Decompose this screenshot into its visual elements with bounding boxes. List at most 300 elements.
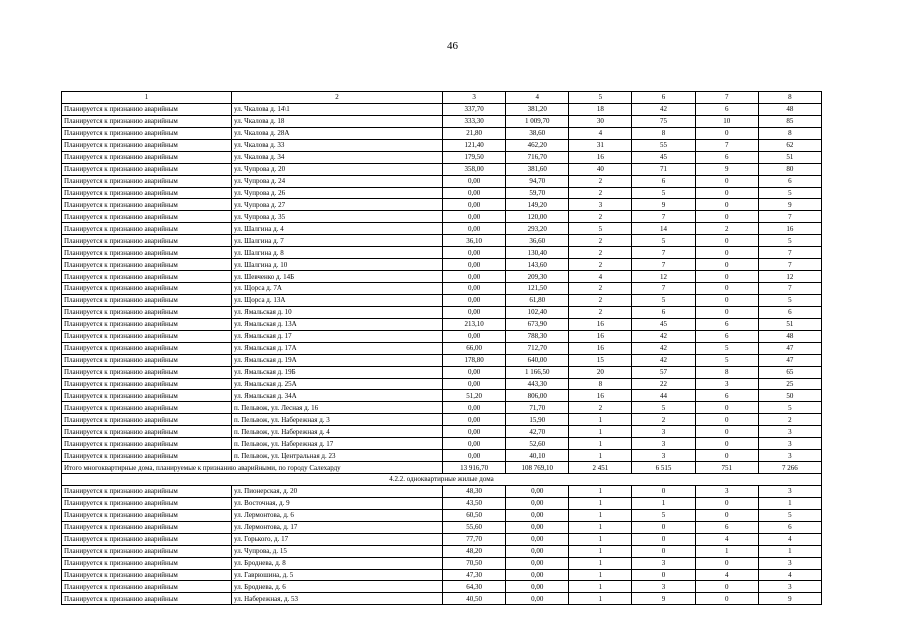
table-row [62, 247, 822, 259]
value-cell: 0,00 [443, 330, 506, 342]
column-header: 2 [232, 92, 443, 104]
address-cell: ул. Лермонтова, д. 6 [232, 509, 443, 521]
table-row [62, 235, 822, 247]
address-cell: ул. Щорса д. 7А [232, 283, 443, 295]
value-cell: 0,00 [506, 485, 569, 497]
status-cell: Планируется к признанию аварийным [62, 187, 232, 199]
address-cell: ул. Шевченко д. 14Б [232, 271, 443, 283]
value-cell: 9 [758, 199, 821, 211]
value-cell: 8 [569, 378, 632, 390]
table-row [62, 163, 822, 175]
value-cell: 1 [569, 450, 632, 462]
value-cell: 6 [758, 175, 821, 187]
status-cell: Планируется к признанию аварийным [62, 378, 232, 390]
table-row [62, 199, 822, 211]
value-cell: 1 [569, 545, 632, 557]
value-cell: 3 [632, 438, 695, 450]
status-cell: Планируется к признанию аварийным [62, 163, 232, 175]
address-cell: ул. Броднева, д. 6 [232, 581, 443, 593]
value-cell: 0,00 [506, 581, 569, 593]
value-cell: 64,30 [443, 581, 506, 593]
value-cell: 15 [569, 354, 632, 366]
value-cell: 0 [695, 211, 758, 223]
value-cell: 45 [632, 318, 695, 330]
value-cell: 5 [632, 509, 695, 521]
total-value: 751 [695, 462, 758, 474]
value-cell: 1 166,50 [506, 366, 569, 378]
status-cell: Планируется к признанию аварийным [62, 223, 232, 235]
value-cell: 7 [632, 259, 695, 271]
value-cell: 16 [569, 390, 632, 402]
value-cell: 5 [695, 342, 758, 354]
value-cell: 6 [695, 390, 758, 402]
value-cell: 0,00 [443, 187, 506, 199]
value-cell: 178,80 [443, 354, 506, 366]
address-cell: ул. Шалгина д. 4 [232, 223, 443, 235]
column-header: 7 [695, 92, 758, 104]
value-cell: 1 [569, 509, 632, 521]
table-row [62, 223, 822, 235]
value-cell: 1 [569, 426, 632, 438]
table-row [62, 366, 822, 378]
value-cell: 0 [695, 557, 758, 569]
address-cell: ул. Ямальская д. 25А [232, 378, 443, 390]
value-cell: 5 [695, 354, 758, 366]
total-label: Итого многоквартирные дома, планируемые к признанию аварийными, по городу Салехарду [62, 462, 443, 474]
value-cell: 42 [632, 342, 695, 354]
value-cell: 20 [569, 366, 632, 378]
value-cell: 0 [695, 426, 758, 438]
status-cell: Планируется к признанию аварийным [62, 354, 232, 366]
table-row [62, 103, 822, 115]
value-cell: 640,00 [506, 354, 569, 366]
value-cell: 337,70 [443, 103, 506, 115]
value-cell: 8 [695, 366, 758, 378]
value-cell: 2 [569, 306, 632, 318]
column-header: 6 [632, 92, 695, 104]
value-cell: 66,00 [443, 342, 506, 354]
value-cell: 6 [695, 151, 758, 163]
value-cell: 5 [758, 402, 821, 414]
value-cell: 18 [569, 103, 632, 115]
value-cell: 5 [632, 402, 695, 414]
value-cell: 0,00 [443, 378, 506, 390]
status-cell: Планируется к признанию аварийным [62, 306, 232, 318]
value-cell: 0 [695, 509, 758, 521]
value-cell: 6 [632, 306, 695, 318]
value-cell: 0 [695, 199, 758, 211]
value-cell: 7 [632, 211, 695, 223]
status-cell: Планируется к признанию аварийным [62, 497, 232, 509]
table-row [62, 593, 822, 605]
value-cell: 2 [569, 402, 632, 414]
table-row [62, 533, 822, 545]
value-cell: 10 [695, 115, 758, 127]
value-cell: 16 [569, 151, 632, 163]
value-cell: 5 [632, 187, 695, 199]
value-cell: 36,10 [443, 235, 506, 247]
value-cell: 0,00 [443, 247, 506, 259]
total-row [62, 462, 822, 474]
value-cell: 2 [569, 211, 632, 223]
value-cell: 48 [758, 103, 821, 115]
value-cell: 21,80 [443, 127, 506, 139]
address-cell: ул. Ямальская д. 13А [232, 318, 443, 330]
value-cell: 3 [632, 557, 695, 569]
value-cell: 47 [758, 342, 821, 354]
total-section [62, 462, 822, 486]
table-row [62, 390, 822, 402]
value-cell: 16 [569, 342, 632, 354]
value-cell: 3 [695, 485, 758, 497]
value-cell: 70,50 [443, 557, 506, 569]
value-cell: 43,50 [443, 497, 506, 509]
value-cell: 31 [569, 139, 632, 151]
value-cell: 0 [695, 247, 758, 259]
address-cell: ул. Ямальская д. 10 [232, 306, 443, 318]
value-cell: 48,30 [443, 485, 506, 497]
value-cell: 209,30 [506, 271, 569, 283]
value-cell: 45 [632, 151, 695, 163]
table-row [62, 330, 822, 342]
value-cell: 12 [632, 271, 695, 283]
table-row [62, 581, 822, 593]
table-row [62, 318, 822, 330]
value-cell: 2 [569, 283, 632, 295]
value-cell: 5 [758, 294, 821, 306]
value-cell: 3 [569, 199, 632, 211]
table-row [62, 497, 822, 509]
value-cell: 0,00 [506, 557, 569, 569]
status-cell: Планируется к признанию аварийным [62, 533, 232, 545]
status-cell: Планируется к признанию аварийным [62, 390, 232, 402]
status-cell: Планируется к признанию аварийным [62, 414, 232, 426]
address-cell: ул. Чупрова д. 20 [232, 163, 443, 175]
address-cell: п. Пельвож, ул. Набережная д. 3 [232, 414, 443, 426]
value-cell: 0 [695, 283, 758, 295]
value-cell: 7 [758, 283, 821, 295]
table-row [62, 414, 822, 426]
value-cell: 716,70 [506, 151, 569, 163]
value-cell: 6 [695, 521, 758, 533]
value-cell: 16 [569, 330, 632, 342]
table-row [62, 438, 822, 450]
value-cell: 0,00 [443, 438, 506, 450]
total-value: 6 515 [632, 462, 695, 474]
value-cell: 3 [632, 450, 695, 462]
value-cell: 3 [758, 450, 821, 462]
status-cell: Планируется к признанию аварийным [62, 199, 232, 211]
value-cell: 0 [632, 533, 695, 545]
value-cell: 5 [758, 235, 821, 247]
table-row [62, 557, 822, 569]
column-header: 3 [443, 92, 506, 104]
value-cell: 22 [632, 378, 695, 390]
value-cell: 0 [695, 581, 758, 593]
value-cell: 48 [758, 330, 821, 342]
table-row [62, 211, 822, 223]
value-cell: 4 [569, 271, 632, 283]
value-cell: 143,60 [506, 259, 569, 271]
value-cell: 2 [758, 414, 821, 426]
status-cell: Планируется к признанию аварийным [62, 115, 232, 127]
housing-table [61, 91, 822, 605]
address-cell: ул. Ямальская д. 19Б [232, 366, 443, 378]
value-cell: 358,00 [443, 163, 506, 175]
table-row [62, 450, 822, 462]
value-cell: 7 [758, 259, 821, 271]
value-cell: 9 [632, 199, 695, 211]
value-cell: 2 [569, 247, 632, 259]
value-cell: 381,20 [506, 103, 569, 115]
column-header: 1 [62, 92, 232, 104]
value-cell: 1 [695, 545, 758, 557]
table-row [62, 259, 822, 271]
value-cell: 0 [695, 259, 758, 271]
value-cell: 7 [632, 247, 695, 259]
value-cell: 1 [569, 557, 632, 569]
value-cell: 80 [758, 163, 821, 175]
table-row [62, 509, 822, 521]
status-cell: Планируется к признанию аварийным [62, 235, 232, 247]
value-cell: 38,60 [506, 127, 569, 139]
status-cell: Планируется к признанию аварийным [62, 127, 232, 139]
value-cell: 14 [632, 223, 695, 235]
value-cell: 16 [569, 318, 632, 330]
value-cell: 0 [632, 545, 695, 557]
value-cell: 25 [758, 378, 821, 390]
value-cell: 0 [695, 306, 758, 318]
value-cell: 8 [758, 127, 821, 139]
value-cell: 3 [695, 378, 758, 390]
value-cell: 36,60 [506, 235, 569, 247]
value-cell: 8 [632, 127, 695, 139]
value-cell: 9 [695, 163, 758, 175]
column-header: 4 [506, 92, 569, 104]
value-cell: 3 [758, 426, 821, 438]
value-cell: 42 [632, 354, 695, 366]
status-cell: Планируется к признанию аварийным [62, 450, 232, 462]
value-cell: 102,40 [506, 306, 569, 318]
value-cell: 3 [758, 557, 821, 569]
address-cell: п. Пельвож, ул. Центральная д. 23 [232, 450, 443, 462]
value-cell: 4 [758, 569, 821, 581]
value-cell: 9 [632, 593, 695, 605]
status-cell: Планируется к признанию аварийным [62, 581, 232, 593]
value-cell: 333,30 [443, 115, 506, 127]
status-cell: Планируется к признанию аварийным [62, 294, 232, 306]
value-cell: 462,20 [506, 139, 569, 151]
value-cell: 5 [569, 223, 632, 235]
total-value: 13 916,70 [443, 462, 506, 474]
address-cell: ул. Чупрова д. 27 [232, 199, 443, 211]
value-cell: 85 [758, 115, 821, 127]
table-row [62, 426, 822, 438]
value-cell: 9 [758, 593, 821, 605]
address-cell: ул. Набережная, д. 53 [232, 593, 443, 605]
value-cell: 59,70 [506, 187, 569, 199]
value-cell: 1 [758, 545, 821, 557]
address-cell: ул. Чупрова д. 24 [232, 175, 443, 187]
value-cell: 0,00 [443, 199, 506, 211]
table-row [62, 127, 822, 139]
table-row [62, 569, 822, 581]
section-title-row [62, 474, 822, 486]
value-cell: 0,00 [443, 223, 506, 235]
value-cell: 0 [695, 414, 758, 426]
value-cell: 57 [632, 366, 695, 378]
status-cell: Планируется к признанию аварийным [62, 318, 232, 330]
value-cell: 121,50 [506, 283, 569, 295]
value-cell: 806,00 [506, 390, 569, 402]
value-cell: 0,00 [506, 509, 569, 521]
header-row [62, 92, 822, 104]
address-cell: ул. Ямальская д. 17 [232, 330, 443, 342]
value-cell: 0,00 [506, 497, 569, 509]
value-cell: 42 [632, 330, 695, 342]
value-cell: 3 [632, 581, 695, 593]
address-cell: ул. Чупрова д. 35 [232, 211, 443, 223]
section-title: 4.2.2. одноквартирные жилые дома [62, 474, 822, 486]
table-row [62, 402, 822, 414]
value-cell: 94,70 [506, 175, 569, 187]
value-cell: 0,00 [506, 569, 569, 581]
address-cell: ул. Чупрова, д. 15 [232, 545, 443, 557]
address-cell: ул. Гаврюшина, д. 5 [232, 569, 443, 581]
value-cell: 0 [695, 175, 758, 187]
value-cell: 55 [632, 139, 695, 151]
value-cell: 4 [569, 127, 632, 139]
value-cell: 52,60 [506, 438, 569, 450]
value-cell: 48,20 [443, 545, 506, 557]
value-cell: 0,00 [443, 283, 506, 295]
value-cell: 0,00 [443, 414, 506, 426]
apartment-buildings-rows [62, 103, 822, 461]
value-cell: 4 [695, 533, 758, 545]
value-cell: 51 [758, 318, 821, 330]
value-cell: 1 [569, 569, 632, 581]
value-cell: 381,60 [506, 163, 569, 175]
value-cell: 0,00 [443, 271, 506, 283]
status-cell: Планируется к признанию аварийным [62, 438, 232, 450]
value-cell: 16 [758, 223, 821, 235]
total-value: 7 266 [758, 462, 821, 474]
table-row [62, 175, 822, 187]
value-cell: 1 [569, 438, 632, 450]
status-cell: Планируется к признанию аварийным [62, 545, 232, 557]
status-cell: Планируется к признанию аварийным [62, 521, 232, 533]
table-row [62, 115, 822, 127]
value-cell: 71,70 [506, 402, 569, 414]
value-cell: 40,10 [506, 450, 569, 462]
column-header: 8 [758, 92, 821, 104]
value-cell: 1 009,70 [506, 115, 569, 127]
value-cell: 44 [632, 390, 695, 402]
address-cell: ул. Чупрова д. 26 [232, 187, 443, 199]
value-cell: 40,50 [443, 593, 506, 605]
address-cell: п. Пельвож, ул. Набережная д. 17 [232, 438, 443, 450]
value-cell: 0,00 [443, 402, 506, 414]
value-cell: 3 [632, 426, 695, 438]
value-cell: 7 [632, 283, 695, 295]
value-cell: 1 [569, 497, 632, 509]
total-value: 2 451 [569, 462, 632, 474]
value-cell: 50 [758, 390, 821, 402]
table-row [62, 354, 822, 366]
value-cell: 1 [569, 414, 632, 426]
value-cell: 2 [569, 294, 632, 306]
status-cell: Планируется к признанию аварийным [62, 557, 232, 569]
value-cell: 47,30 [443, 569, 506, 581]
table-row [62, 151, 822, 163]
value-cell: 0 [695, 593, 758, 605]
value-cell: 0 [695, 450, 758, 462]
value-cell: 0,00 [443, 306, 506, 318]
table-row [62, 283, 822, 295]
value-cell: 42 [632, 103, 695, 115]
value-cell: 0 [695, 438, 758, 450]
address-cell: ул. Чкалова д. 18 [232, 115, 443, 127]
table-row [62, 342, 822, 354]
status-cell: Планируется к признанию аварийным [62, 426, 232, 438]
status-cell: Планируется к признанию аварийным [62, 342, 232, 354]
address-cell: ул. Лермонтова, д. 17 [232, 521, 443, 533]
address-cell: ул. Чкалова д. 33 [232, 139, 443, 151]
value-cell: 5 [758, 509, 821, 521]
value-cell: 130,40 [506, 247, 569, 259]
value-cell: 6 [632, 175, 695, 187]
address-cell: ул. Горького, д. 17 [232, 533, 443, 545]
value-cell: 0,00 [443, 259, 506, 271]
column-header: 5 [569, 92, 632, 104]
value-cell: 121,40 [443, 139, 506, 151]
table-row [62, 187, 822, 199]
value-cell: 6 [695, 318, 758, 330]
value-cell: 2 [569, 259, 632, 271]
address-cell: п. Пельвож, ул. Набережная д. 4 [232, 426, 443, 438]
value-cell: 0,00 [443, 211, 506, 223]
table-row [62, 306, 822, 318]
page-number: 46 [447, 40, 458, 52]
value-cell: 5 [632, 294, 695, 306]
address-cell: ул. Щорса д. 13А [232, 294, 443, 306]
value-cell: 0 [695, 235, 758, 247]
table-row [62, 271, 822, 283]
value-cell: 6 [758, 306, 821, 318]
table-row [62, 139, 822, 151]
address-cell: п. Пельвож, ул. Лесная д. 16 [232, 402, 443, 414]
status-cell: Планируется к признанию аварийным [62, 569, 232, 581]
address-cell: ул. Шалгина д. 7 [232, 235, 443, 247]
value-cell: 0,00 [506, 521, 569, 533]
status-cell: Планируется к признанию аварийным [62, 330, 232, 342]
value-cell: 40 [569, 163, 632, 175]
value-cell: 2 [632, 414, 695, 426]
value-cell: 61,80 [506, 294, 569, 306]
value-cell: 42,70 [506, 426, 569, 438]
value-cell: 60,50 [443, 509, 506, 521]
value-cell: 2 [569, 175, 632, 187]
value-cell: 0,00 [506, 533, 569, 545]
value-cell: 0,00 [443, 294, 506, 306]
value-cell: 0,00 [443, 175, 506, 187]
address-cell: ул. Восточная, д. 9 [232, 497, 443, 509]
value-cell: 1 [569, 593, 632, 605]
value-cell: 62 [758, 139, 821, 151]
value-cell: 4 [695, 569, 758, 581]
value-cell: 443,30 [506, 378, 569, 390]
status-cell: Планируется к признанию аварийным [62, 593, 232, 605]
